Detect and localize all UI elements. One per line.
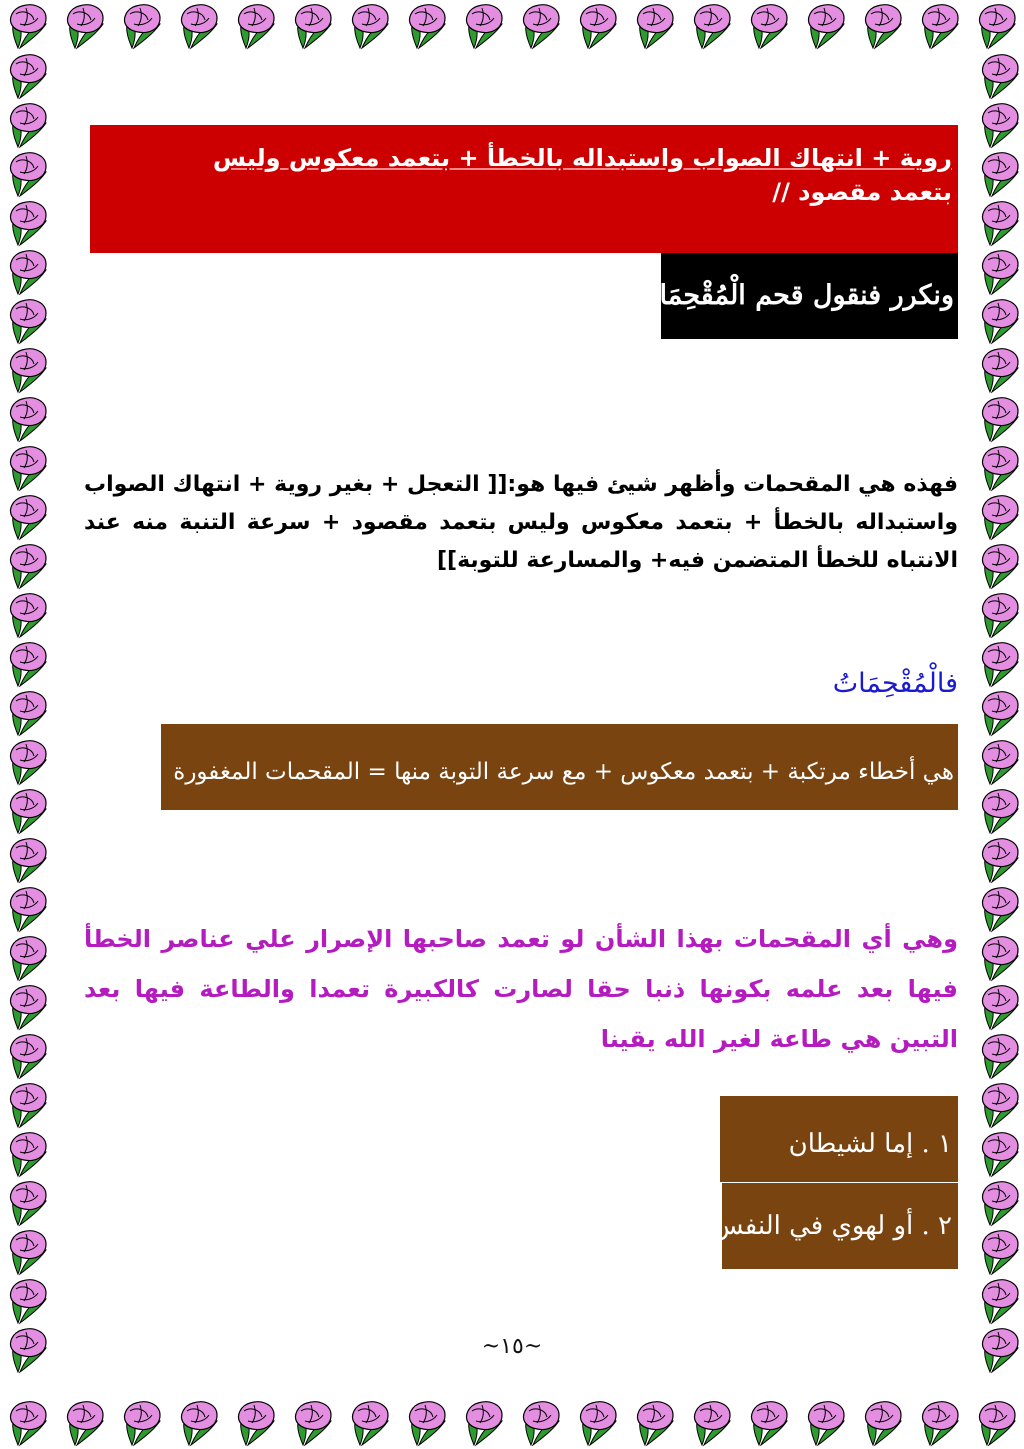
page-number: ~١٥~ (481, 1334, 543, 1359)
paragraph-definition: فهذه هي المقحمات وأظهر شيئ فيها هو:[[ التعجل + بغير روية + انتهاك الصواب واستبداله بالخطأ + بتعمد معكوس وليس بتعمد مقصود + سرعة التنبة منه عند الانتباه للخطأ المتضمن فيه+ والمسارعة للتوبة]] (84, 472, 958, 573)
rose-icon (11, 1329, 47, 1372)
rose-icon (752, 5, 788, 48)
rose-icon (980, 1402, 1016, 1445)
rose-icon (68, 1402, 104, 1445)
paragraph-persistence: وهي أي المقحمات بهذا الشأن لو تعمد صاحبها الإصرار علي عناصر الخطأ فيها بعد علمه بكونها ذنبا حقا لصارت كالكبيرة تعمدا والطاعة فيها بعد التبين هي طاعة لغير الله يقينا (84, 925, 958, 1053)
subheading: فالْمُقْحِمَاتُ (832, 668, 958, 699)
highlight-black-block: ونكرر فنقول قحم الْمُقْحِمَاتُ (661, 253, 958, 339)
rose-icon (983, 104, 1019, 147)
rose-icon (410, 1402, 446, 1445)
rose-icon (11, 153, 47, 196)
rose-icon (983, 888, 1019, 931)
rose-icon (983, 741, 1019, 784)
rose-icon (11, 594, 47, 637)
rose-icon (638, 5, 674, 48)
rose-icon (467, 5, 503, 48)
highlight-red-line-1: روية + انتهاك الصواب واستبداله بالخطأ + بتعمد معكوس وليس (212, 144, 952, 172)
highlight-red-block (90, 125, 958, 253)
rose-icon (125, 1402, 161, 1445)
rose-icon (11, 1084, 47, 1127)
rose-icon (983, 545, 1019, 588)
rose-icon (980, 5, 1016, 48)
rose-icon (467, 1402, 503, 1445)
rose-icon (983, 251, 1019, 294)
rose-icon (11, 790, 47, 833)
rose-icon (638, 1402, 674, 1445)
rose-icon (983, 1329, 1019, 1372)
rose-icon (983, 692, 1019, 735)
rose-icon (296, 5, 332, 48)
rose-icon (11, 1280, 47, 1323)
rose-icon (983, 1035, 1019, 1078)
rose-icon (11, 104, 47, 147)
rose-icon (983, 643, 1019, 686)
rose-icon (983, 153, 1019, 196)
rose-icon (983, 1182, 1019, 1225)
rose-icon (182, 1402, 218, 1445)
rose-icon (983, 398, 1019, 441)
rose-icon (983, 986, 1019, 1029)
highlight-red-line-2: بتعمد مقصود // (772, 178, 952, 206)
rose-icon (923, 5, 959, 48)
rose-icon (983, 202, 1019, 245)
rose-icon (11, 398, 47, 441)
rose-icon (983, 839, 1019, 882)
rose-icon (983, 1280, 1019, 1323)
rose-icon (11, 300, 47, 343)
rose-icon (353, 1402, 389, 1445)
rose-icon (11, 1035, 47, 1078)
rose-icon (923, 1402, 959, 1445)
rose-icon (983, 55, 1019, 98)
rose-icon (752, 1402, 788, 1445)
rose-icon (983, 1231, 1019, 1274)
rose-icon (695, 1402, 731, 1445)
rose-icon (983, 349, 1019, 392)
rose-icon (11, 643, 47, 686)
highlight-brown-block: هي أخطاء مرتكبة + بتعمد معكوس + مع سرعة التوبة منها = المقحمات المغفورة (161, 724, 958, 810)
rose-icon (239, 5, 275, 48)
rose-icon (581, 1402, 617, 1445)
rose-icon (983, 300, 1019, 343)
rose-icon (983, 1133, 1019, 1176)
rose-icon (983, 594, 1019, 637)
rose-icon (11, 55, 47, 98)
rose-icon (11, 202, 47, 245)
rose-icon (983, 790, 1019, 833)
rose-icon (11, 545, 47, 588)
rose-icon (524, 5, 560, 48)
rose-icon (11, 888, 47, 931)
rose-icon (11, 692, 47, 735)
rose-icon (296, 1402, 332, 1445)
rose-icon (983, 937, 1019, 980)
rose-icon (182, 5, 218, 48)
rose-icon (125, 5, 161, 48)
rose-icon (983, 496, 1019, 539)
rose-icon (239, 1402, 275, 1445)
rose-icon (11, 937, 47, 980)
rose-icon (11, 839, 47, 882)
list-item: ٢ . أو لهوي في النفس (722, 1183, 958, 1269)
rose-icon (866, 1402, 902, 1445)
rose-icon (983, 447, 1019, 490)
rose-icon (11, 251, 47, 294)
rose-icon (11, 741, 47, 784)
rose-icon (524, 1402, 560, 1445)
rose-icon (410, 5, 446, 48)
rose-icon (983, 1084, 1019, 1127)
rose-icon (866, 5, 902, 48)
rose-icon (11, 447, 47, 490)
rose-icon (809, 1402, 845, 1445)
rose-icon (11, 1182, 47, 1225)
list-item: ١ . إما لشيطان (720, 1096, 958, 1182)
rose-icon (11, 1231, 47, 1274)
rose-icon (11, 1133, 47, 1176)
rose-icon (581, 5, 617, 48)
rose-icon (809, 5, 845, 48)
rose-icon (695, 5, 731, 48)
rose-icon (353, 5, 389, 48)
rose-icon (11, 1402, 47, 1445)
rose-icon (11, 5, 47, 48)
rose-icon (11, 986, 47, 1029)
rose-icon (11, 349, 47, 392)
rose-icon (11, 496, 47, 539)
rose-icon (68, 5, 104, 48)
